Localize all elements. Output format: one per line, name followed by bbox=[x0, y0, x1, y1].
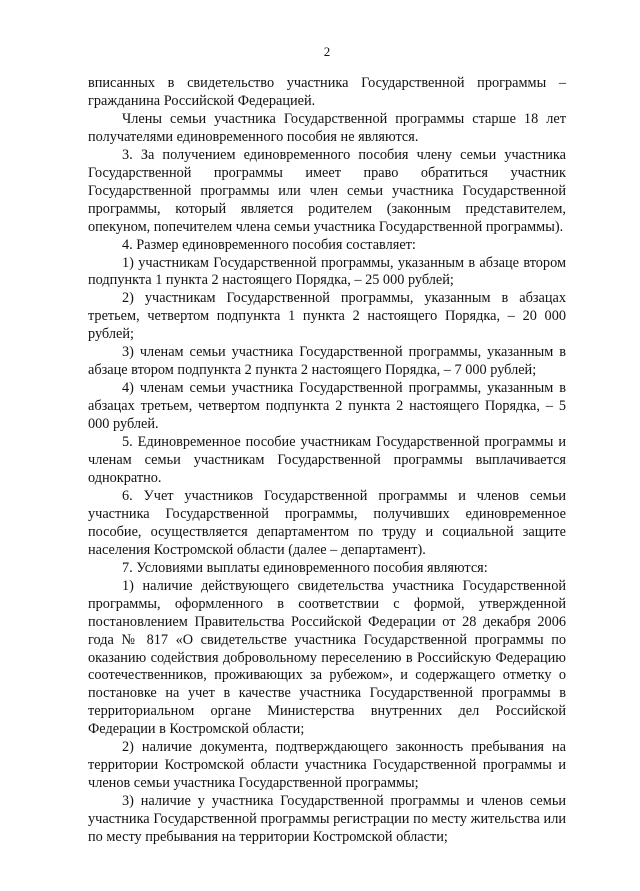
document-page bbox=[88, 44, 566, 847]
paragraph-family-members-age: Члены семьи участника Государственной программы старше 18 лет получателями единовременного пособия не являются. bbox=[88, 110, 566, 145]
paragraph-item-7-1: 1) наличие действующего свидетельства участника Государственной программы, оформленного в соответствии с формой, утвержденной постановлением Правительства Российской Федерации от 28 декабря 2006 года № 817 «О свидетельстве участника Государственной программы по оказанию содействия добровольному переселению в Российскую Федерацию соотечественников, проживающих за рубежом», и содержащего отметку о постановке на учет в качестве участника Государственной программы в территориальном органе Министерства внутренних дел Российской Федерации в Костромской области; bbox=[88, 577, 566, 738]
paragraph-item-5: 5. Единовременное пособие участникам Государственной программы и членам семьи участникам Государственной программы выплачивается однократно. bbox=[88, 434, 566, 486]
paragraph-item-7: 7. Условиями выплаты единовременного пособия являются: bbox=[122, 559, 488, 576]
paragraph-item-7-3: 3) наличие у участника Государственной программы и членов семьи участника Государственной программы регистрации по месту жительства или по месту пребывания на территории Костромской области; bbox=[88, 793, 566, 846]
paragraph-item-7-2: 2) наличие документа, подтверждающего законность пребывания на территории Костромской области участника Государственной программы и членов семьи участника Государственной программы; bbox=[88, 739, 566, 792]
paragraph-item-3: 3. За получением единовременного пособия члену семьи участника Государственной программы имеет право обратиться участник Государственной программы или член семьи участника Государственной программы, который является родителем (законным представителем, опекуном, попечителем члена семьи участника Государственной программы). bbox=[88, 146, 566, 235]
paragraph-item-4-4: 4) членам семьи участника Государственной программы, указанным в абзацах третьем, четвертом подпункта 2 пункта 2 настоящего Порядка, – 5 000 рублей. bbox=[88, 380, 566, 433]
paragraph-item-4-2: 2) участникам Государственной программы, указанным в абзацах третьем, четвертом подпункта 1 пункта 2 настоящего Порядка, – 20 000 рублей; bbox=[88, 290, 566, 343]
paragraph-continuation: вписанных в свидетельство участника Государственной программы – гражданина Российской Федерацией. bbox=[88, 75, 566, 109]
paragraph-item-4-1: 1) участникам Государственной программы, указанным в абзаце втором подпункта 1 пункта 2 настоящего Порядка, – 25 000 рублей; bbox=[88, 254, 566, 289]
page-number: 2 bbox=[323, 44, 331, 59]
paragraph-item-4: 4. Размер единовременного пособия составляет: bbox=[122, 236, 416, 253]
paragraph-item-4-3: 3) членам семьи участника Государственной программы, указанным в абзаце втором подпункта 2 пункта 2 настоящего Порядка, – 7 000 рублей; bbox=[88, 344, 566, 379]
paragraph-item-6: 6. Учет участников Государственной программы и членов семьи участника Государственной программы, получивших единовременное пособие, осуществляется департаментом по труду и социальной защите населения Костромской области (далее – департамент). bbox=[88, 487, 566, 558]
